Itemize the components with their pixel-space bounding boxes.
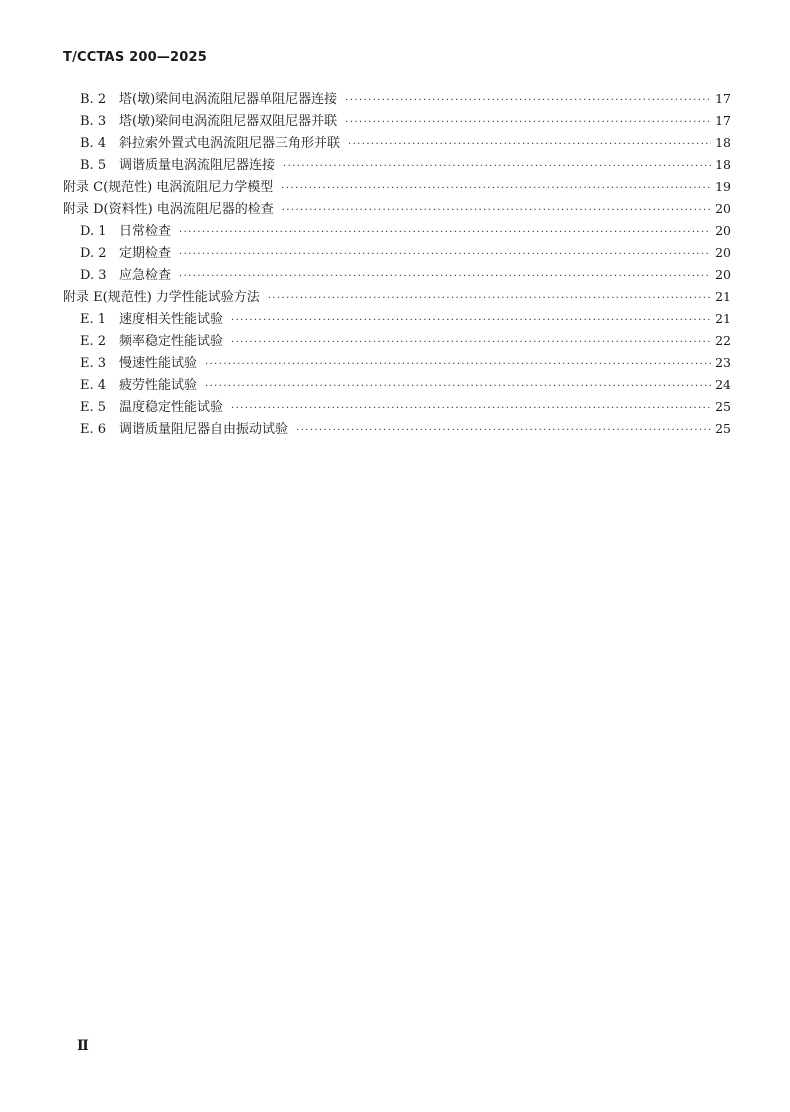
toc-entry-number: B. 5 <box>80 158 107 173</box>
toc-entry-page: 25 <box>715 399 731 414</box>
toc-entry-number: E. 4 <box>80 378 107 393</box>
toc-entry-page: 20 <box>715 223 731 238</box>
toc-entry-page: 21 <box>715 311 731 326</box>
toc-entry-b4[interactable] <box>63 132 731 154</box>
toc-entry-page: 17 <box>715 113 731 128</box>
dot-leader <box>231 332 711 354</box>
toc-entry-e4[interactable] <box>63 374 731 396</box>
toc-entry-title: 调谐质量阻尼器自由振动试验 <box>119 422 289 437</box>
dot-leader <box>231 310 711 332</box>
toc-entry-d1[interactable] <box>63 220 731 242</box>
toc-entry-number: E. 2 <box>80 334 107 349</box>
toc-entry-title: 频率稳定性能试验 <box>119 334 224 349</box>
dot-leader <box>282 200 711 222</box>
toc-appendix-label: 附录 D(资料性) <box>63 202 153 217</box>
toc-entry-title: 调谐质量电涡流阻尼器连接 <box>119 158 276 173</box>
toc-entry-d2[interactable] <box>63 242 731 264</box>
toc-entry-page: 18 <box>715 157 731 172</box>
toc-entry-title: 塔(墩)梁间电涡流阻尼器单阻尼器连接 <box>119 92 338 107</box>
toc-entry-e3[interactable] <box>63 352 731 374</box>
toc-entry-title: 定期检查 <box>119 246 172 261</box>
toc-entry-title: 塔(墩)梁间电涡流阻尼器双阻尼器并联 <box>119 114 338 129</box>
toc-entry-title: 疲劳性能试验 <box>119 378 198 393</box>
toc-entry-page: 21 <box>715 289 731 304</box>
toc-entry-title: 慢速性能试验 <box>119 356 198 371</box>
toc-entry-title: 电涡流阻尼器的检查 <box>156 202 274 217</box>
toc-entry-number: E. 1 <box>80 312 107 327</box>
toc-entry-e6[interactable] <box>63 418 731 440</box>
toc-entry-number: D. 2 <box>80 246 107 261</box>
toc-entry-b5[interactable] <box>63 154 731 176</box>
table-of-contents <box>63 88 731 440</box>
dot-leader <box>179 222 711 244</box>
toc-entry-page: 17 <box>715 91 731 106</box>
toc-entry-page: 25 <box>715 421 731 436</box>
toc-entry-number: D. 3 <box>80 268 107 283</box>
toc-entry-b3[interactable] <box>63 110 731 132</box>
toc-entry-page: 20 <box>715 245 731 260</box>
toc-entry-d3[interactable] <box>63 264 731 286</box>
toc-entry-title: 应急检查 <box>119 268 172 283</box>
dot-leader <box>179 266 711 288</box>
toc-entry-title: 电涡流阻尼力学模型 <box>156 180 274 195</box>
toc-entry-page: 23 <box>715 355 731 370</box>
toc-entry-page: 22 <box>715 333 731 348</box>
toc-entry-number: E. 5 <box>80 400 107 415</box>
toc-entry-title: 力学性能试验方法 <box>155 290 260 305</box>
toc-entry-appendix-d[interactable] <box>63 198 731 220</box>
toc-entry-number: B. 3 <box>80 114 107 129</box>
page-number: Ⅱ <box>77 1038 89 1054</box>
toc-entry-number: E. 6 <box>80 422 107 437</box>
dot-leader <box>296 420 711 442</box>
toc-entry-page: 20 <box>715 267 731 282</box>
toc-entry-number: D. 1 <box>80 224 107 239</box>
toc-entry-page: 24 <box>715 377 731 392</box>
dot-leader <box>205 354 711 376</box>
toc-appendix-label: 附录 C(规范性) <box>63 180 153 195</box>
dot-leader <box>348 134 711 156</box>
toc-entry-page: 20 <box>715 201 731 216</box>
toc-entry-title: 速度相关性能试验 <box>119 312 224 327</box>
toc-entry-appendix-e[interactable] <box>63 286 731 308</box>
dot-leader <box>231 398 711 420</box>
toc-entry-number: E. 3 <box>80 356 107 371</box>
toc-entry-appendix-c[interactable] <box>63 176 731 198</box>
toc-entry-e1[interactable] <box>63 308 731 330</box>
toc-entry-title: 温度稳定性能试验 <box>119 400 224 415</box>
dot-leader <box>345 112 711 134</box>
toc-entry-number: B. 4 <box>80 136 107 151</box>
toc-entry-page: 18 <box>715 135 731 150</box>
toc-entry-number: B. 2 <box>80 92 107 107</box>
toc-entry-title: 日常检查 <box>119 224 172 239</box>
dot-leader <box>179 244 711 266</box>
toc-appendix-label: 附录 E(规范性) <box>63 290 152 305</box>
dot-leader <box>205 376 711 398</box>
document-code: T/CCTAS 200—2025 <box>63 50 208 65</box>
dot-leader <box>281 178 711 200</box>
toc-entry-e5[interactable] <box>63 396 731 418</box>
dot-leader <box>345 90 711 112</box>
toc-entry-title: 斜拉索外置式电涡流阻尼器三角形并联 <box>119 136 341 151</box>
toc-entry-b2[interactable] <box>63 88 731 110</box>
dot-leader <box>283 156 711 178</box>
toc-entry-e2[interactable] <box>63 330 731 352</box>
toc-entry-page: 19 <box>715 179 731 194</box>
dot-leader <box>268 288 711 310</box>
